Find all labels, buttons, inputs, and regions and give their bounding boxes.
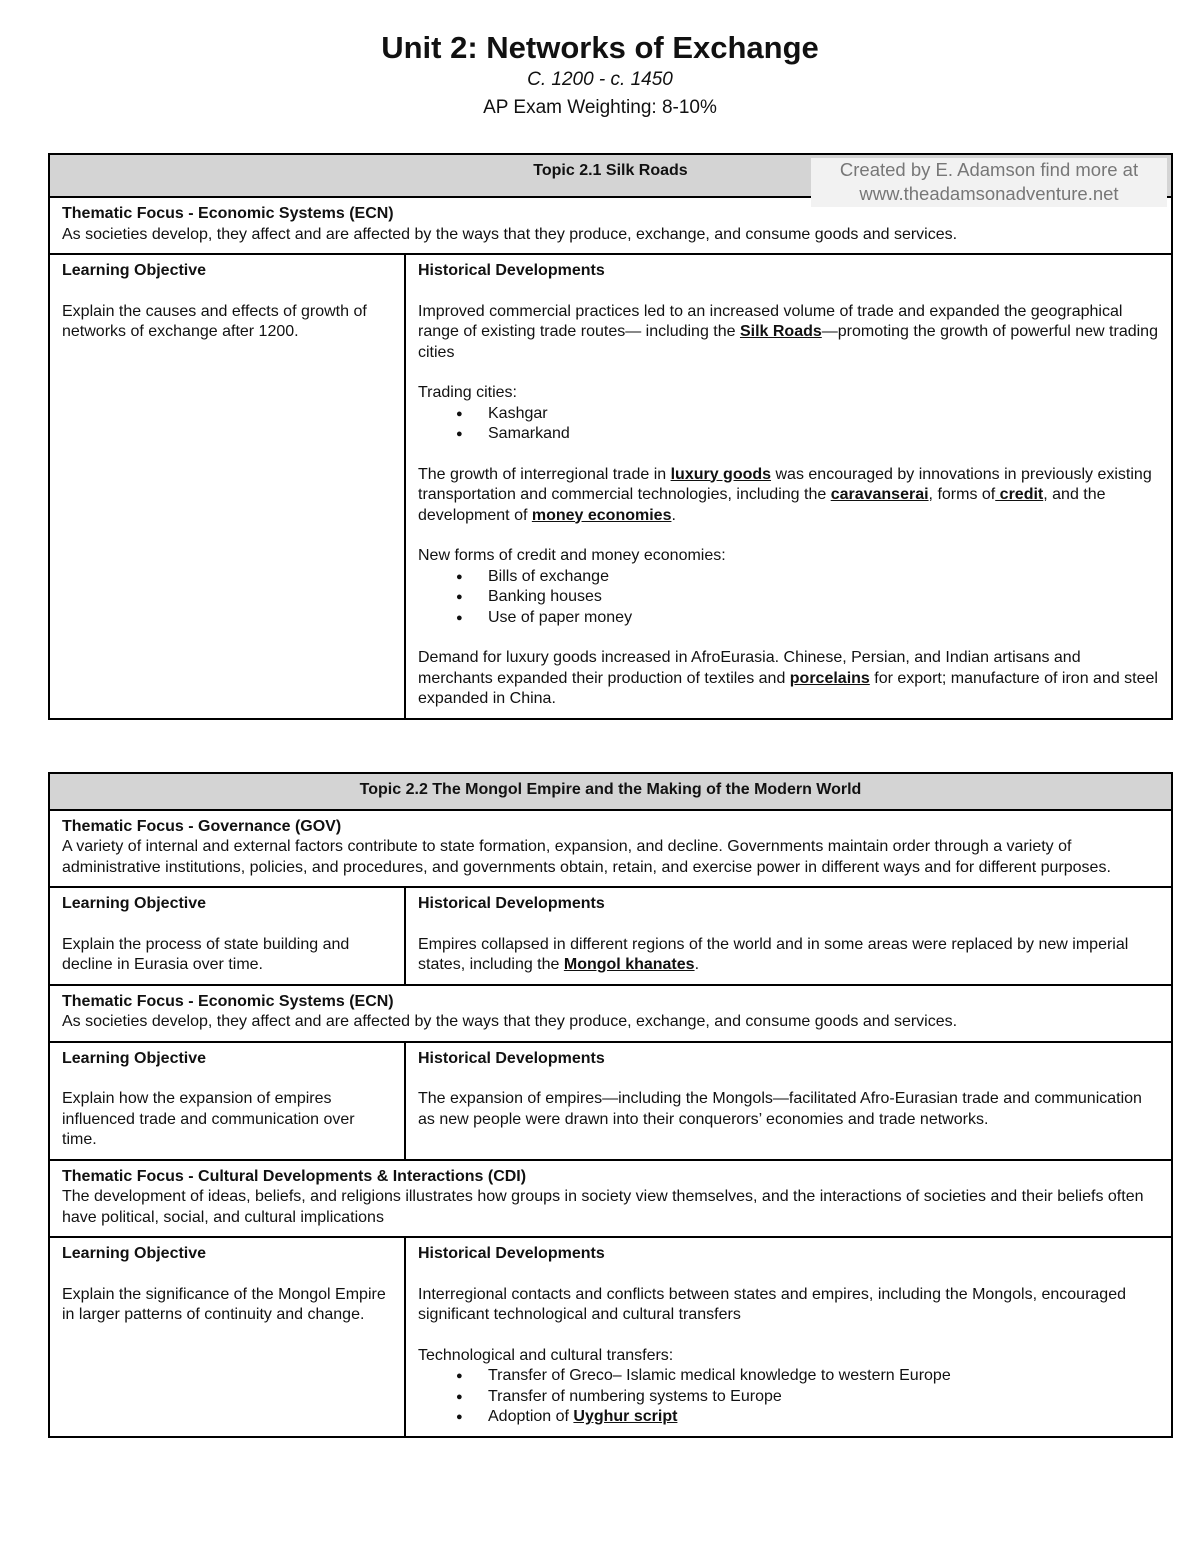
date-range: C. 1200 - c. 1450 [527,69,673,90]
page-title: Unit 2: Networks of Exchange [381,30,819,65]
learning-objective-text: Explain how the expansion of empires influenced trade and communication over time. [62,1090,355,1148]
list-label: Technological and cultural transfers: [418,1346,674,1364]
learning-objective-cell [49,1042,405,1160]
thematic-focus-cdi [49,1160,1172,1238]
key-term: money economies [531,506,672,524]
development-paragraph: Improved commercial practices led to an increased volume of trade and expanded the geographical range of existing trade routes— including the Silk Roads—promoting the growth of powerful new trading cities [418,302,1158,361]
list-item: ● Samarkand [488,424,1159,445]
development-paragraph: Demand for luxury goods increased in AfroEurasia. Chinese, Persian, and Indian artisans and merchants expanded their production of textiles and porcelains for export; manufacture of iron and steel expanded in China. [418,649,1158,707]
learning-objective-cell [49,254,405,719]
key-term: Uyghur script [573,1408,678,1425]
learning-objective-cell [49,887,405,985]
topic-2-2-header [49,773,1172,810]
key-term: luxury goods [670,465,772,483]
historical-developments-label: Historical Developments [418,262,605,279]
development-paragraph: The expansion of empires—including the Mongols—facilitated Afro-Eurasian trade and communication as new people were drawn into their conquerors’ economies and trade networks. [418,1090,1142,1128]
topic-2-1-title: Topic 2.1 Silk Roads [533,162,688,179]
learning-objective-label: Learning Objective [62,262,207,279]
key-term: Silk Roads [739,323,822,340]
historical-developments-cell [405,887,1172,985]
focus-title: Thematic Focus - Cultural Developments & Interactions (CDI) [62,1167,527,1185]
key-term: credit [995,486,1044,503]
list-label: Trading cities: [418,384,517,401]
historical-developments-label: Historical Developments [418,1245,605,1262]
list-item: ● Banking houses [488,587,1159,608]
focus-title: Thematic Focus - Economic Systems (ECN) [62,992,394,1010]
key-term: caravanserai [830,486,929,503]
topic-2-1-header [49,154,1172,204]
focus-text: As societies develop, they affect and are affected by the ways that they produce, exchange, and consume goods and services. [62,225,958,243]
topic-2-2-table [48,772,1173,1438]
historical-developments-label: Historical Developments [418,1049,605,1067]
learning-objective-text: Explain the causes and effects of growth of networks of exchange after 1200. [62,302,367,340]
topic-2-2-title: Topic 2.2 The Mongol Empire and the Making of the Modern World [359,781,862,798]
trading-cities-list [418,404,1159,445]
list-item: ● Use of paper money [488,608,1159,629]
exam-weighting: AP Exam Weighting: 8-10% [483,97,717,118]
development-paragraph: The growth of interregional trade in luxury goods was encouraged by innovations in previously existing transportation and commercial technologies, including the caravanserai, forms of credit, and the development of money economies. [418,465,1152,524]
historical-developments-label: Historical Developments [418,895,605,912]
learning-objective-text: Explain the process of state building and decline in Eurasia over time. [62,935,350,973]
focus-title: Thematic Focus - Economic Systems (ECN) [62,205,394,222]
key-term: Mongol khanates [563,956,695,973]
credit-line-1: Created by E. Adamson find more at [839,159,1139,180]
list-item: ● Adoption of Uyghur script [488,1407,1159,1428]
focus-text: As societies develop, they affect and are affected by the ways that they produce, exchange, and consume goods and services. [62,1013,958,1030]
historical-developments-cell [405,1042,1172,1160]
transfers-list [418,1366,1159,1428]
list-item: ● Bills of exchange [488,567,1159,588]
list-item: ● Transfer of numbering systems to Europe [488,1387,1159,1408]
creator-credit [811,158,1167,207]
document-header [0,0,1200,120]
learning-objective-text: Explain the significance of the Mongol Empire in larger patterns of continuity and change. [62,1285,386,1323]
learning-objective-label: Learning Objective [62,895,207,912]
key-term: porcelains [789,669,870,687]
historical-developments-cell [405,1237,1172,1437]
thematic-focus-gov [49,810,1172,888]
learning-objective-cell [49,1237,405,1437]
list-label: New forms of credit and money economies: [418,547,726,564]
focus-text: A variety of internal and external factors contribute to state formation, expansion, and decline. Governments maintain order through a variety of administrative institutions, policies, and procedures, and governments obtain, retain, and exercise power in different ways and for different purposes. [62,838,1111,876]
credit-website: www.theadamsonadventure.net [859,183,1119,204]
thematic-focus-ecn [49,985,1172,1042]
learning-objective-label: Learning Objective [62,1245,207,1262]
list-item: ● Transfer of Greco– Islamic medical knowledge to western Europe [488,1366,1159,1387]
development-paragraph: Interregional contacts and conflicts between states and empires, including the Mongols, encouraged significant technological and cultural transfers [418,1285,1126,1323]
topic-2-1-table [48,153,1173,720]
credit-forms-list [418,567,1159,629]
focus-text: The development of ideas, beliefs, and religions illustrates how groups in society view themselves, and the interactions of societies and their beliefs often have political, social, and cultural implications [62,1188,1144,1226]
list-item: ● Kashgar [488,404,1159,425]
focus-title: Thematic Focus - Governance (GOV) [62,817,342,835]
historical-developments-cell [405,254,1172,719]
development-paragraph: Empires collapsed in different regions of the world and in some areas were replaced by new imperial states, including the Mongol khanates. [418,935,1129,973]
learning-objective-label: Learning Objective [62,1049,207,1067]
